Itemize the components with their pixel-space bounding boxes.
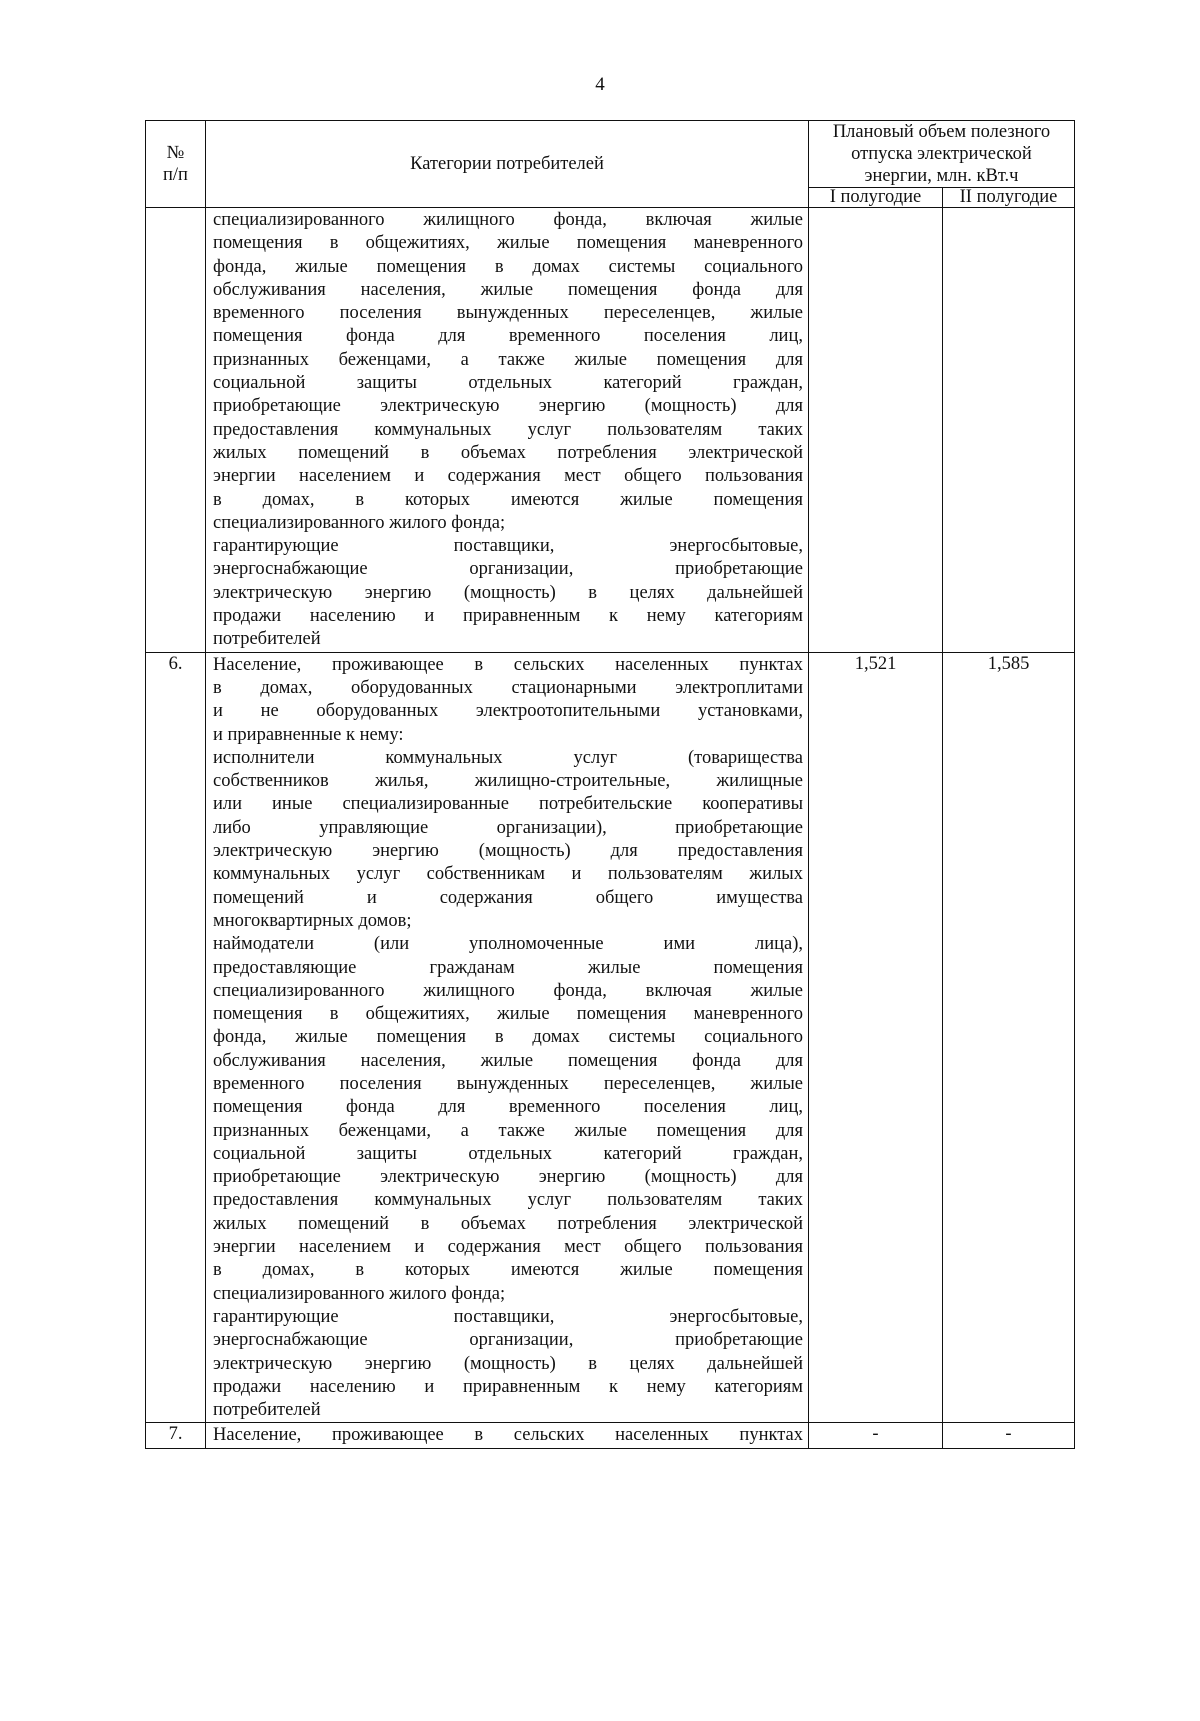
category-text-line: или иные специализированные потребительские кооперативы [213,794,803,815]
category-text-line: гарантирующие поставщики, энергосбытовые, [213,1306,803,1327]
category-text-line: приобретающие электрическую энергию (мощность) для [213,1167,803,1188]
category-text-line: предоставляющие гражданам жилые помещения [213,957,803,978]
header-half1-label: I полугодие [829,187,922,207]
category-text-line: электрическую энергию (мощность) в целях дальнейшей [213,582,803,603]
category-text-line: предоставления коммунальных услуг пользователям таких [213,419,803,440]
category-text-line: Население, проживающее в сельских населенных пунктах [213,654,803,675]
category-text-line: электрическую энергию (мощность) для предоставления [213,841,803,862]
category-text-line: в домах, оборудованных стационарными электроплитами [213,677,803,698]
category-text-line: помещения фонда для временного поселения лиц, [213,326,803,347]
category-text-line: либо управляющие организации), приобретающие [213,817,803,838]
category-text-line: обслуживания населения, жилые помещения фонда для [213,279,803,300]
header-half1 [809,188,943,208]
header-category [206,121,809,208]
row-value-half2: - [943,1423,1075,1448]
category-text-line: исполнители коммунальных услуг (товарищества [213,747,803,768]
row-number [146,208,206,653]
category-text-line: социальной защиты отдельных категорий граждан, [213,1143,803,1164]
header-half2 [943,188,1075,208]
category-text-line: приобретающие электрическую энергию (мощность) для [213,396,803,417]
category-text-line: специализированного жилищного фонда, включая жилые [213,980,803,1001]
category-text-line: помещения в общежитиях, жилые помещения маневренного [213,1004,803,1025]
category-text-line: и приравненные к нему: [213,724,404,745]
row-category [206,208,809,653]
table-row [146,208,1075,653]
header-volume [809,121,1075,188]
category-text-line: энергии населением и содержания мест общего пользования [213,466,803,487]
row-category [206,1423,809,1448]
category-text-line: помещения фонда для временного поселения лиц, [213,1097,803,1118]
category-text-line: признанных беженцами, а также жилые помещения для [213,1120,803,1141]
category-text-line: потребителей [213,629,321,650]
header-num-label: № п/п [163,143,188,185]
consumer-categories-table [145,120,1075,1449]
category-text-line: коммунальных услуг собственникам и пользователям жилых [213,864,803,885]
category-text-line: в домах, в которых имеются жилые помещения [213,1260,803,1281]
category-text-line: временного поселения вынужденных переселенцев, жилые [213,303,803,324]
category-text-line: продажи населению и приравненным к нему категориям [213,606,803,627]
category-text-line: обслуживания населения, жилые помещения фонда для [213,1050,803,1071]
category-text-line: признанных беженцами, а также жилые помещения для [213,349,803,370]
table-row [146,1423,1075,1448]
category-text-line: жилых помещений в объемах потребления электрической [213,442,803,463]
row-value-half2 [943,208,1075,653]
category-text-line: электрическую энергию (мощность) в целях дальнейшей [213,1353,803,1374]
category-text-line: собственников жилья, жилищно-строительные, жилищные [213,771,803,792]
category-text-line: энергии населением и содержания мест общего пользования [213,1237,803,1258]
category-text-line: специализированного жилищного фонда, включая жилые [213,210,803,230]
row-number: 6. [146,652,206,1423]
row-category [206,652,809,1423]
category-text-line: наймодатели (или уполномоченные ими лица), [213,934,803,955]
row-value-half2: 1,585 [943,652,1075,1423]
header-num [146,121,206,208]
row-value-half1: - [809,1423,943,1448]
category-text-line: и не оборудованных электроотопительными установками, [213,701,803,722]
category-text-line: социальной защиты отдельных категорий граждан, [213,373,803,394]
table-header-row-1 [146,121,1075,188]
row-number: 7. [146,1423,206,1448]
page-number: 4 [595,74,605,95]
category-text-line: специализированного жилого фонда; [213,1283,506,1304]
category-text-line: фонда, жилые помещения в домах системы социального [213,256,803,277]
category-text-line: помещения в общежитиях, жилые помещения маневренного [213,233,803,254]
row-value-half1: 1,521 [809,652,943,1423]
category-text-line: потребителей [213,1400,321,1421]
category-text-line: специализированного жилого фонда; [213,512,506,533]
header-category-label: Категории потребителей [410,154,604,174]
category-text-line: жилых помещений в объемах потребления электрической [213,1213,803,1234]
category-text-line: гарантирующие поставщики, энергосбытовые, [213,536,803,557]
header-half2-label: II полугодие [959,187,1058,207]
header-volume-label: Плановый объем полезного отпуска электрической энергии, млн. кВт.ч [832,122,1051,186]
row-value-half1 [809,208,943,653]
category-text-line: фонда, жилые помещения в домах системы социального [213,1027,803,1048]
category-text-line: помещений и содержания общего имущества [213,887,803,908]
category-text-line: в домах, в которых имеются жилые помещения [213,489,803,510]
category-text-line: предоставления коммунальных услуг пользователям таких [213,1190,803,1211]
category-text-line: энергоснабжающие организации, приобретающие [213,1330,803,1351]
category-text-line: Население, проживающее в сельских населенных пунктах [213,1425,803,1446]
category-text-line: энергоснабжающие организации, приобретающие [213,559,803,580]
category-text-line: многоквартирных домов; [213,910,412,931]
table-row [146,652,1075,1423]
category-text-line: продажи населению и приравненным к нему категориям [213,1376,803,1397]
category-text-line: временного поселения вынужденных переселенцев, жилые [213,1073,803,1094]
